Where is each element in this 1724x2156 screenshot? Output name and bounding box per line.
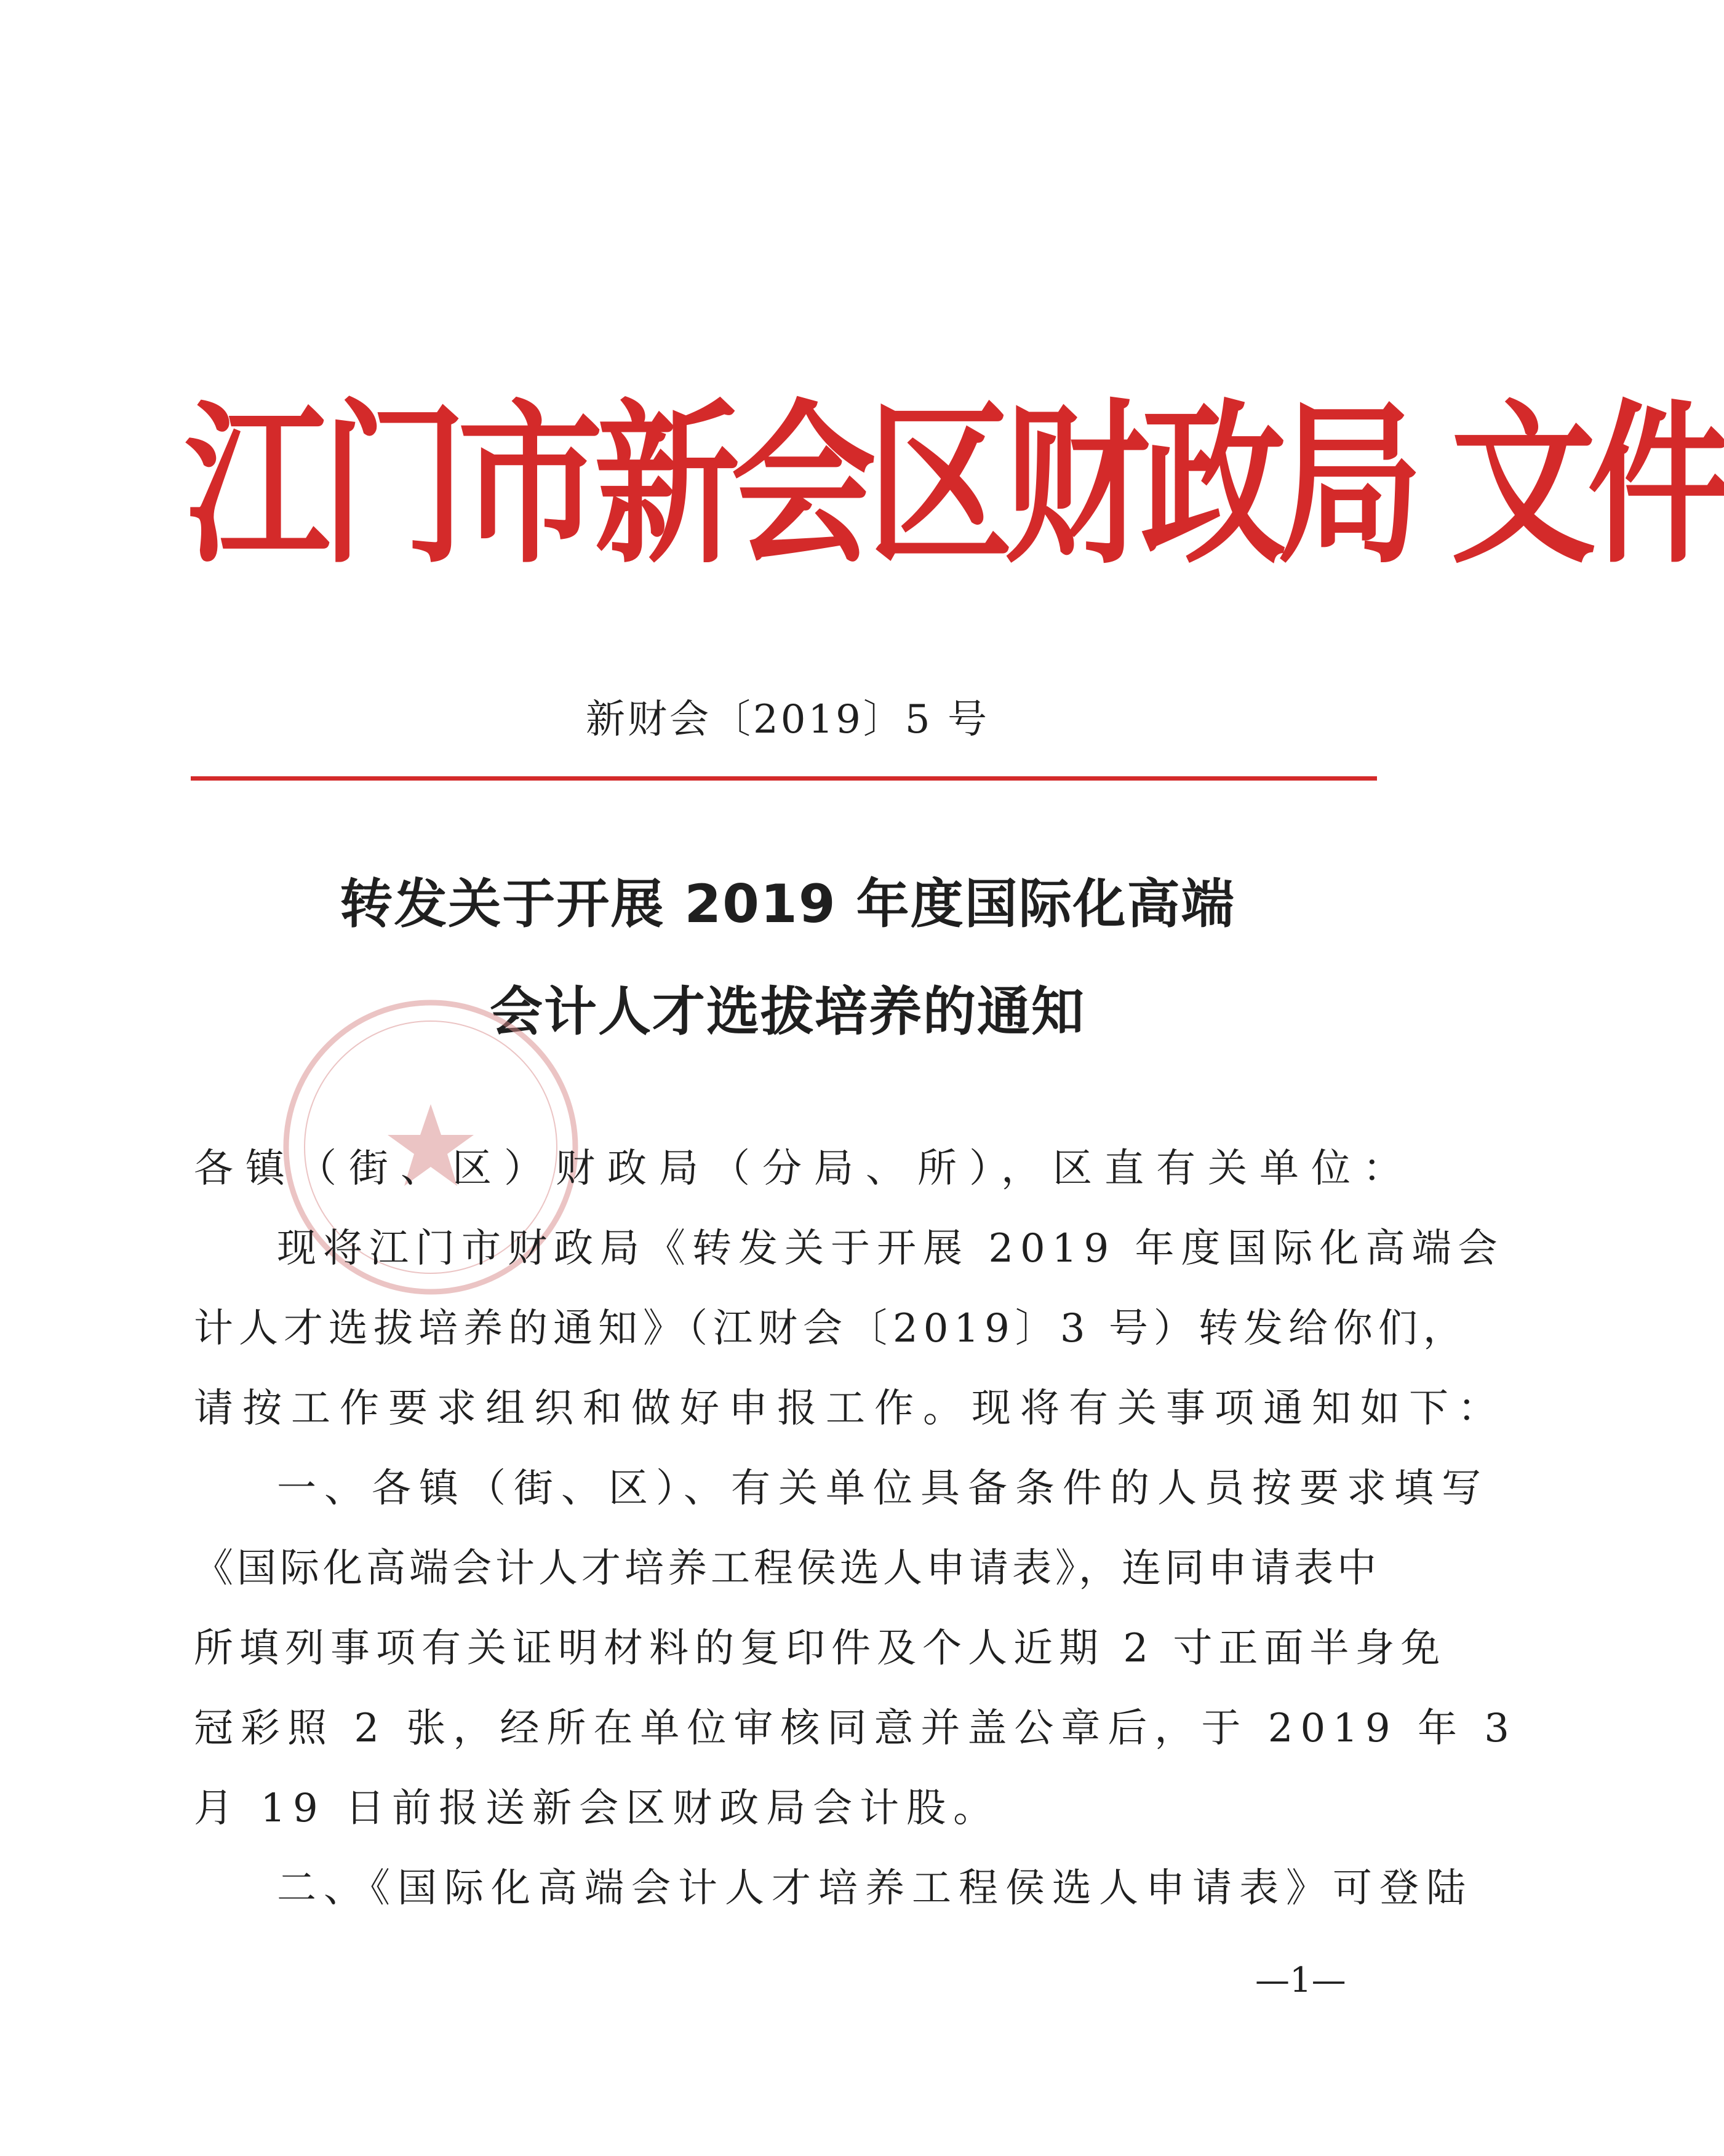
body-line-8: 月 19 日前报送新会区财政局会计股。	[194, 1786, 1000, 1831]
notice-title-line-2: 会计人才选拔培养的通知	[490, 981, 1085, 1043]
masthead-org: 江门市新会区财政局	[185, 384, 1415, 587]
notice-title-line-1: 转发关于开展 2019 年度国际化高端	[340, 873, 1235, 935]
body-line-1: 现将江门市财政局《转发关于开展 2019 年度国际化高端会	[277, 1226, 1504, 1271]
masthead-title	[185, 375, 1724, 597]
document-number: 新财会〔2019〕5 号	[586, 697, 989, 742]
body-line-9: 二、《国际化高端会计人才培养工程侯选人申请表》可登陆	[277, 1866, 1473, 1911]
masthead-kind: 文件	[1451, 384, 1724, 587]
addressee-line: 各镇（街、区）财政局（分局、所），区直有关单位：	[194, 1146, 1415, 1191]
body-line-7: 冠彩照 2 张，经所在单位审核同意并盖公章后，于 2019 年 3	[194, 1706, 1517, 1751]
body-line-2: 计人才选拔培养的通知》（江财会〔2019〕3 号）转发给你们，	[194, 1306, 1468, 1351]
page-number: —1—	[1255, 1960, 1346, 2000]
body-line-4: 一、各镇（街、区）、有关单位具备条件的人员按要求填写	[277, 1466, 1489, 1511]
body-line-3: 请按工作要求组织和做好申报工作。现将有关事项通知如下：	[194, 1386, 1506, 1431]
body-line-5: 《国际化高端会计人才培养工程侯选人申请表》，连同申请表中	[194, 1546, 1380, 1591]
red-divider-line	[191, 776, 1377, 781]
body-line-6: 所填列事项有关证明材料的复印件及个人近期 2 寸正面半身免	[194, 1626, 1447, 1671]
